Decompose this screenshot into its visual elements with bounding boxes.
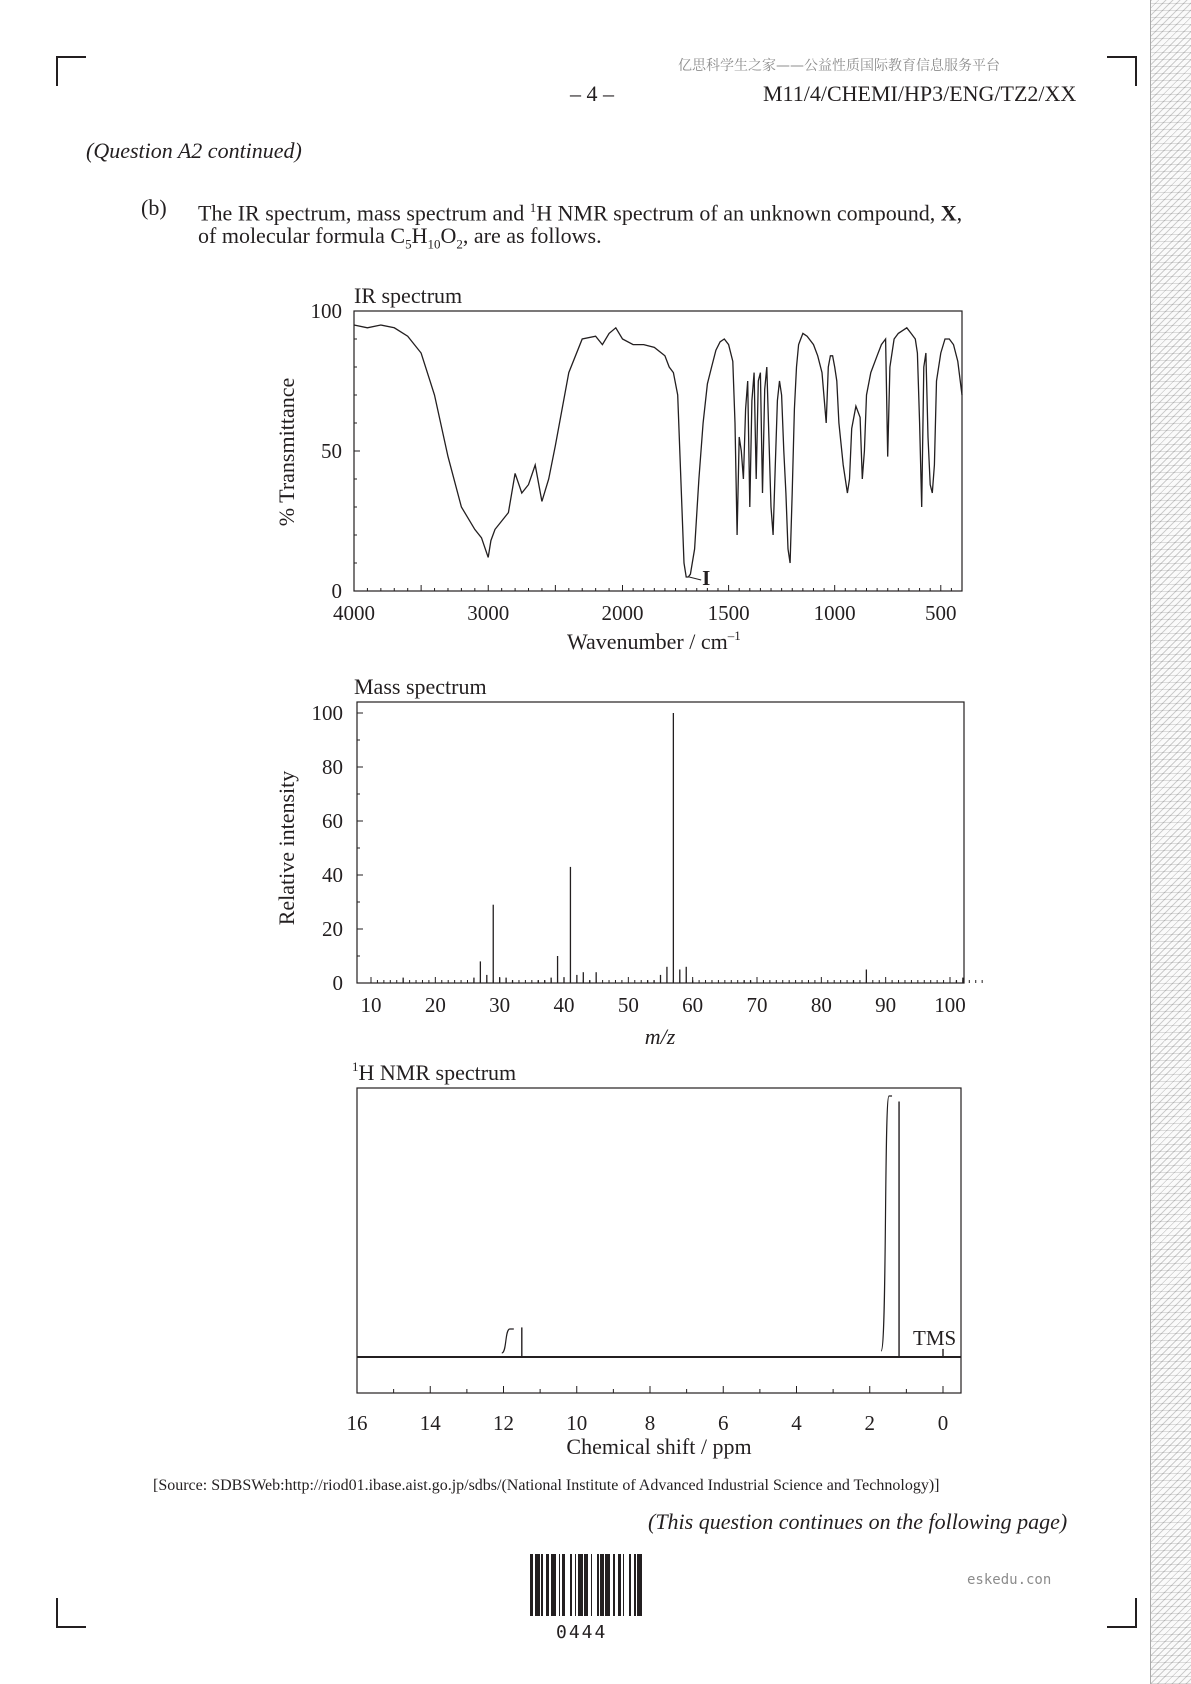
- barcode-bar: [618, 1554, 621, 1616]
- barcode-bar: [546, 1554, 549, 1616]
- ir-xlabel-text: Wavenumber / cm: [567, 629, 728, 654]
- barcode-bar: [578, 1554, 583, 1616]
- ms-y-axis-title: Relative intensity: [274, 770, 299, 926]
- nmr-chart: [347, 1059, 962, 1459]
- ms-x-tick-label: 60: [682, 993, 704, 1017]
- ms-x-tick-label: 30: [489, 993, 511, 1017]
- ms-y-tick-label: 40: [322, 863, 343, 887]
- ir-x-axis-title: [567, 628, 741, 654]
- ms-y-tick-labels: [312, 701, 344, 995]
- nmr-peaks: [502, 1096, 943, 1357]
- ms-y-tick-label: 100: [311, 701, 343, 725]
- ms-x-tick-label: 70: [746, 993, 768, 1017]
- line2-end: , are as follows.: [462, 223, 602, 248]
- ms-x-tick-label: 50: [617, 993, 639, 1017]
- ir-y-tick-labels: [311, 299, 343, 603]
- ms-y-tick-label: 0: [332, 971, 343, 995]
- ir-x-tick-label: 500: [925, 601, 957, 625]
- ms-title: Mass spectrum: [354, 674, 487, 699]
- subscript-10: 10: [427, 236, 441, 252]
- line2-h: H: [411, 223, 428, 248]
- nmr-x-tick-label: 8: [644, 1411, 656, 1435]
- barcode-bar: [570, 1554, 572, 1616]
- barcode-bar: [605, 1554, 610, 1616]
- ms-x-tick-label: 10: [360, 993, 382, 1017]
- compound-label: X: [940, 200, 957, 226]
- line2-o: O: [440, 223, 457, 248]
- ir-ticks: [354, 311, 962, 591]
- ms-x-tick-label: 80: [810, 993, 832, 1017]
- mass-chart: [274, 674, 982, 1049]
- ms-x-tick-label: 100: [934, 993, 966, 1017]
- ms-x-axis-title: m/z: [644, 1024, 676, 1049]
- line1-mid: H NMR spectrum of an unknown compound,: [536, 200, 941, 226]
- ir-x-tick-label: 3000: [467, 601, 510, 625]
- nmr-x-tick-label: 2: [864, 1411, 875, 1435]
- ir-x-tick-label: 4000: [333, 601, 375, 625]
- barcode-bar: [562, 1554, 565, 1616]
- question-continued: (Question A2 continued): [86, 138, 302, 163]
- line1-start: The IR spectrum, mass spectrum and: [198, 200, 530, 226]
- ir-y-tick-label: 0: [331, 579, 342, 603]
- ir-plot-frame: [354, 311, 962, 591]
- nmr-x-tick-label: 6: [718, 1411, 729, 1435]
- nmr-integration-trace: [502, 1329, 514, 1353]
- barcode-number: 0444: [556, 1622, 608, 1643]
- ir-chart: [274, 283, 962, 654]
- ms-x-tick-label: 40: [553, 993, 575, 1017]
- site-watermark: eskedu.con: [967, 1572, 1052, 1588]
- barcode-bar: [551, 1554, 556, 1616]
- barcode: [530, 1554, 662, 1616]
- line2-start: of molecular formula C: [198, 223, 406, 248]
- nmr-x-tick-label: 0: [937, 1411, 949, 1435]
- watermark-text: 亿思科学生之家——公益性质国际教育信息服务平台: [678, 58, 1000, 74]
- ir-y-tick-label: 50: [321, 439, 342, 463]
- barcode-bar: [591, 1554, 593, 1616]
- ms-x-tick-label: 90: [875, 993, 897, 1017]
- barcode-bar: [541, 1554, 543, 1616]
- nmr-title-text: H NMR spectrum: [358, 1060, 517, 1085]
- barcode-bar: [613, 1554, 615, 1616]
- ms-y-tick-label: 20: [322, 917, 343, 941]
- barcode-bar: [634, 1554, 636, 1616]
- ir-xlabel-sup: –1: [727, 628, 741, 643]
- barcode-bar: [575, 1554, 577, 1616]
- ir-x-tick-label: 1500: [707, 601, 750, 625]
- superscript-1: 1: [529, 200, 537, 215]
- barcode-bar: [600, 1554, 603, 1616]
- ir-x-tick-label: 1000: [813, 601, 856, 625]
- ms-plot-frame: [357, 702, 964, 983]
- ir-x-tick-labels: [333, 601, 957, 625]
- nmr-x-axis-title: Chemical shift / ppm: [566, 1434, 752, 1459]
- ir-annotation-leader: [689, 577, 701, 580]
- nmr-ticks: [357, 1386, 943, 1393]
- tms-label: TMS: [913, 1326, 957, 1350]
- ir-y-tick-label: 100: [310, 299, 342, 323]
- ms-y-tick-label: 80: [322, 755, 343, 779]
- subscript-2: 2: [456, 236, 463, 252]
- nmr-x-tick-label: 16: [346, 1411, 368, 1435]
- ms-bars: [403, 713, 963, 983]
- ir-peak-annotation: I: [702, 566, 711, 590]
- ir-y-axis-title: % Transmittance: [274, 377, 299, 527]
- ms-y-tick-label: 60: [322, 809, 343, 833]
- barcode-bar: [559, 1554, 561, 1616]
- ir-title: IR spectrum: [354, 283, 463, 308]
- paper-code: M11/4/CHEMI/HP3/ENG/TZ2/XX: [763, 81, 1077, 106]
- barcode-bar: [597, 1554, 599, 1616]
- barcode-bar: [623, 1554, 625, 1616]
- nmr-title-sup: 1: [352, 1059, 359, 1074]
- barcode-bar: [629, 1554, 631, 1616]
- crop-mark-bottom-right: [1107, 1598, 1137, 1628]
- ms-x-tick-labels: [361, 993, 966, 1017]
- nmr-x-tick-label: 12: [493, 1411, 514, 1435]
- ir-x-tick-label: 2000: [601, 601, 644, 625]
- line1-end: ,: [956, 200, 963, 226]
- nmr-x-tick-label: 4: [791, 1411, 802, 1435]
- ms-x-tick-label: 20: [424, 993, 446, 1017]
- part-label: (b): [141, 195, 167, 220]
- crop-mark-top-right: [1107, 56, 1137, 86]
- barcode-bar: [584, 1554, 587, 1616]
- scan-edge-strip: [1150, 0, 1191, 1684]
- source-citation: [Source: SDBSWeb:http://riod01.ibase.aist.go.jp/sdbs/(National Institute of Advanced Industrial Science and Technology)]: [153, 1477, 940, 1494]
- page-number: – 4 –: [570, 81, 614, 106]
- ir-trace: [354, 325, 962, 577]
- ms-ticks: [357, 713, 982, 983]
- subscript-5: 5: [405, 236, 412, 252]
- barcode-bar: [535, 1554, 540, 1616]
- nmr-x-tick-label: 10: [566, 1411, 588, 1435]
- nmr-x-tick-labels: [347, 1411, 949, 1435]
- barcode-bar: [637, 1554, 642, 1616]
- nmr-x-tick-label: 14: [419, 1411, 441, 1435]
- nmr-plot-frame: [357, 1088, 961, 1393]
- nmr-title: [352, 1059, 516, 1085]
- nmr-integration-trace: [881, 1096, 892, 1351]
- barcode-bar: [530, 1554, 533, 1616]
- continues-note: (This question continues on the following page): [648, 1509, 1068, 1534]
